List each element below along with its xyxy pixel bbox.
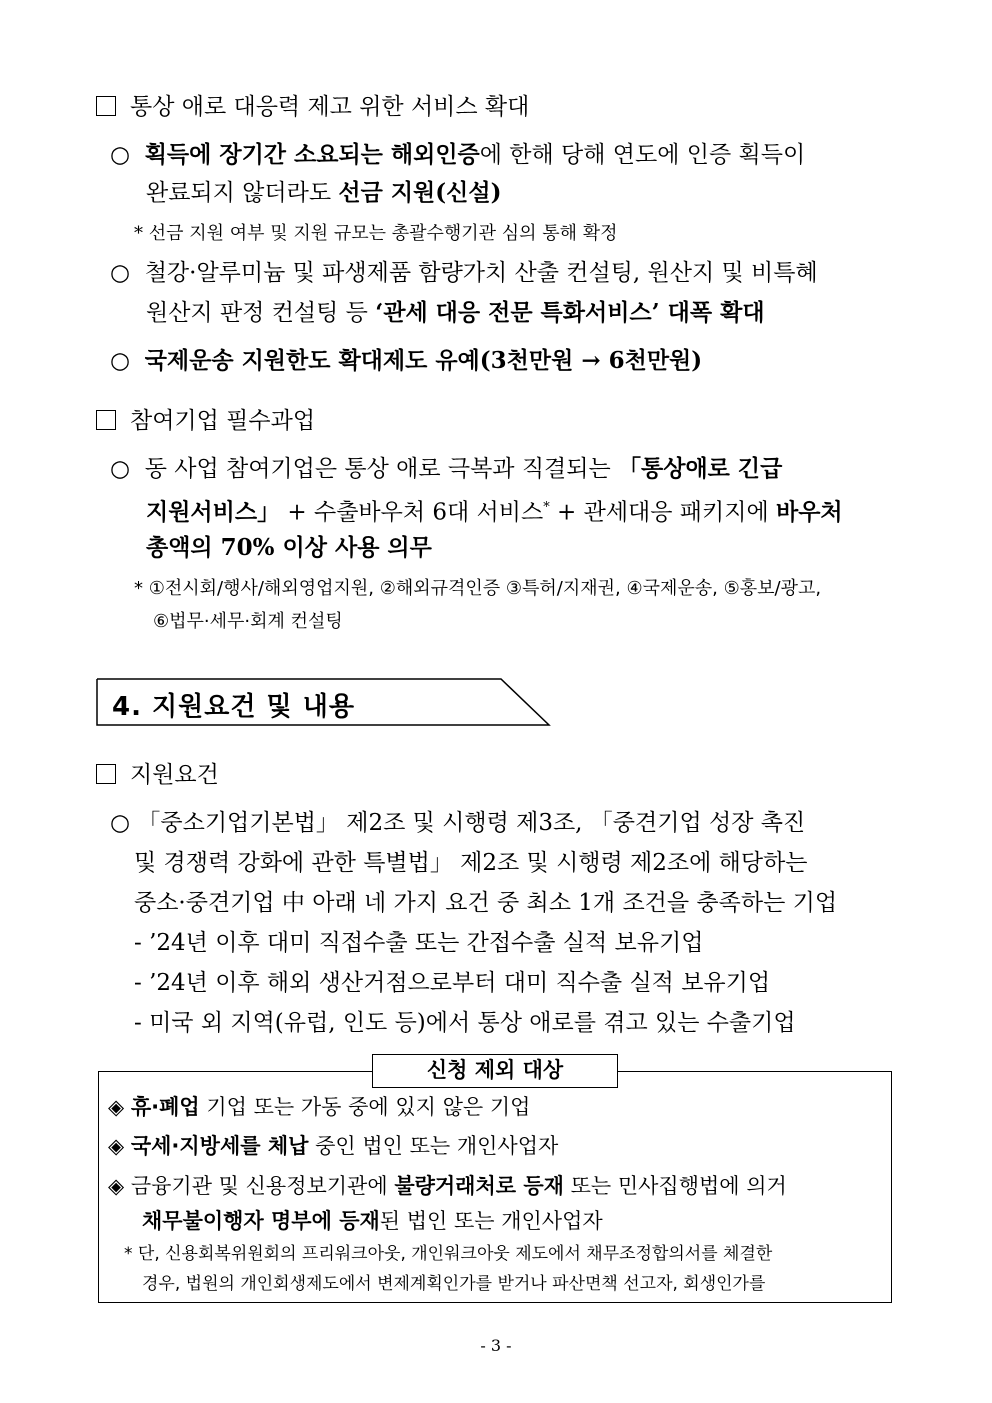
- footnote: * ①전시회/행사/해외영업지원, ②해외규격인증 ③특허/지재권, ④국제운송, ⑤홍보/광고,: [134, 578, 822, 599]
- page-number: - 3 -: [480, 1336, 512, 1355]
- bullet-item: ○ 철강·알루미늄 및 파생제품 함량가치 산출 컨설팅, 원산지 및 비특혜: [110, 260, 818, 286]
- exclusion-footnote-continuation: 경우, 법원의 개인회생제도에서 변제계획인가를 받거나 파산면책 선고자, 회생인가를: [142, 1274, 766, 1294]
- exclusion-item: ◈ 휴·폐업 기업 또는 가동 중에 있지 않은 기업: [108, 1095, 531, 1119]
- exclusion-item: ◈ 금융기관 및 신용정보기관에 불량거래처로 등재 또는 민사집행법에 의거: [108, 1174, 787, 1198]
- dash-item: - ’24년 이후 대미 직접수출 또는 간접수출 실적 보유기업: [134, 930, 704, 956]
- dash-item: - ’24년 이후 해외 생산거점으로부터 대미 직수출 실적 보유기업: [134, 970, 771, 996]
- section-heading-requirements: 지원요건: [96, 760, 219, 790]
- checkbox-square-icon: [96, 410, 116, 430]
- bullet-continuation: 및 경쟁력 강화에 관한 특별법」 제2조 및 시행령 제2조에 해당하는: [134, 850, 808, 876]
- section-heading-service: 통상 애로 대응력 제고 위한 서비스 확대: [96, 92, 529, 122]
- circle-bullet-icon: ○: [110, 456, 145, 482]
- bullet-continuation: 완료되지 않더라도 선금 지원(신설): [146, 179, 502, 206]
- diamond-bullet-icon: ◈: [108, 1134, 125, 1158]
- section-title: 4. 지원요건 및 내용: [112, 692, 355, 722]
- circle-bullet-icon: ○: [110, 348, 145, 374]
- bullet-item: ○ 국제운송 지원한도 확대제도 유예(3천만원 → 6천만원): [110, 347, 703, 374]
- exclusion-item-continuation: 채무불이행자 명부에 등재된 법인 또는 개인사업자: [142, 1209, 603, 1233]
- section-title-box: [96, 678, 551, 726]
- bullet-item: ○ 획득에 장기간 소요되는 해외인증에 한해 당해 연도에 인증 획득이: [110, 141, 806, 168]
- circle-bullet-icon: ○: [110, 142, 145, 168]
- exclusion-item: ◈ 국세·지방세를 체납 중인 법인 또는 개인사업자: [108, 1134, 559, 1158]
- exclusion-footnote: * 단, 신용회복위원회의 프리워크아웃, 개인워크아웃 제도에서 채무조정합의서를 체결한: [124, 1244, 773, 1264]
- bullet-item: ○ 동 사업 참여기업은 통상 애로 극복과 직결되는 「통상애로 긴급: [110, 455, 783, 482]
- section-heading-mandatory: 참여기업 필수과업: [96, 406, 315, 436]
- footnote-continuation: ⑥법무·세무·회계 컨설팅: [153, 611, 343, 632]
- diamond-bullet-icon: ◈: [108, 1174, 125, 1198]
- exclusion-box-title: 신청 제외 대상: [372, 1054, 618, 1088]
- bullet-item: ○ 「중소기업기본법」 제2조 및 시행령 제3조, 「중견기업 성장 촉진: [110, 810, 806, 836]
- footnote: * 선금 지원 여부 및 지원 규모는 총괄수행기관 심의 통해 확정: [134, 223, 618, 244]
- circle-bullet-icon: ○: [110, 260, 145, 286]
- checkbox-square-icon: [96, 96, 116, 116]
- bullet-continuation: 지원서비스」 + 수출바우처 6대 서비스* + 관세대응 패키지에 바우처: [146, 498, 843, 526]
- bullet-continuation: 총액의 70% 이상 사용 의무: [146, 534, 432, 561]
- bullet-continuation: 원산지 판정 컨설팅 등 ‘관세 대응 전문 특화서비스’ 대폭 확대: [146, 299, 765, 326]
- dash-item: - 미국 외 지역(유럽, 인도 등)에서 통상 애로를 겪고 있는 수출기업: [134, 1010, 796, 1036]
- diamond-bullet-icon: ◈: [108, 1095, 125, 1119]
- checkbox-square-icon: [96, 764, 116, 784]
- bullet-continuation: 중소·중견기업 中 아래 네 가지 요건 중 최소 1개 조건을 충족하는 기업: [134, 890, 838, 916]
- circle-bullet-icon: ○: [110, 810, 138, 836]
